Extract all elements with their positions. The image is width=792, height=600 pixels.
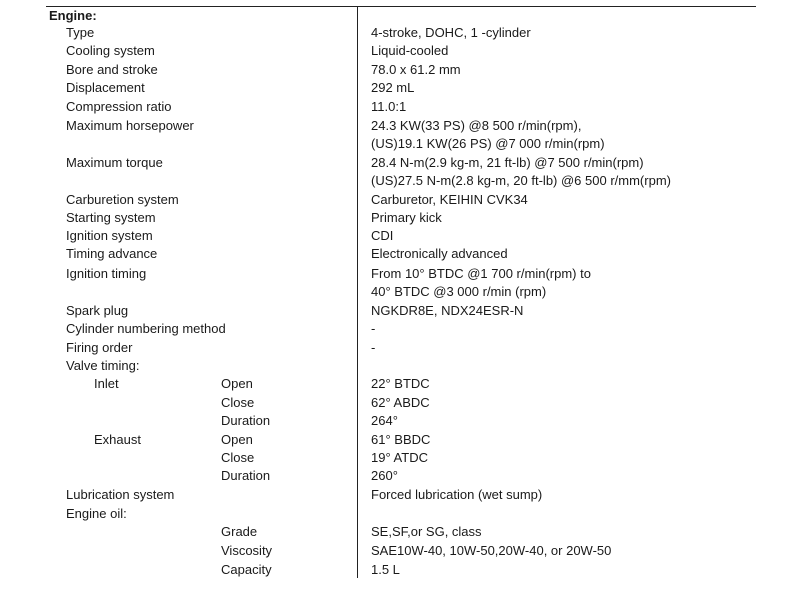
spec-label-horsepower: Maximum horsepower xyxy=(66,118,194,133)
spec-label-carburetion: Carburetion system xyxy=(66,192,179,207)
spec-label-firing-order: Firing order xyxy=(66,340,133,355)
spec-value-ignition-timing: From 10° BTDC @1 700 r/min(rpm) to xyxy=(371,266,591,281)
inlet-duration-label: Duration xyxy=(221,413,271,428)
spec-value-bore-stroke: 78.0 x 61.2 mm xyxy=(371,62,461,77)
oil-capacity-label: Capacity xyxy=(221,562,272,577)
engine-oil-label: Engine oil: xyxy=(66,506,127,521)
exhaust-duration-label: Duration xyxy=(221,468,271,483)
spec-value-firing-order: - xyxy=(371,340,376,355)
spec-value-timing-advance: Electronically advanced xyxy=(371,246,508,261)
spec-value-torque: 28.4 N-m(2.9 kg-m, 21 ft-lb) @7 500 r/min(rpm) xyxy=(371,155,644,170)
inlet-open-value: 22° BTDC xyxy=(371,376,430,391)
section-title: Engine: xyxy=(49,8,97,23)
spec-value-ignition-timing-2: 40° BTDC @3 000 r/min (rpm) xyxy=(371,284,547,299)
inlet-close-value: 62° ABDC xyxy=(371,395,430,410)
spec-value-spark-plug: NGKDR8E, NDX24ESR-N xyxy=(371,303,524,318)
spec-label-cylinder-numbering: Cylinder numbering method xyxy=(66,321,226,336)
inlet-label: Inlet xyxy=(94,376,119,391)
exhaust-duration-value: 260° xyxy=(371,468,398,483)
spec-value-horsepower: 24.3 KW(33 PS) @8 500 r/min(rpm), xyxy=(371,118,582,133)
spec-label-timing-advance: Timing advance xyxy=(66,246,158,261)
oil-viscosity-label: Viscosity xyxy=(221,543,273,558)
spec-label-type: Type xyxy=(66,25,95,40)
spec-label-compression: Compression ratio xyxy=(66,99,172,114)
spec-label-ignition-timing: Ignition timing xyxy=(66,266,147,281)
table-top-rule-right xyxy=(360,6,756,7)
table-top-rule-left xyxy=(46,6,360,7)
exhaust-close-value: 19° ATDC xyxy=(371,450,428,465)
exhaust-close-label: Close xyxy=(221,450,255,465)
column-divider xyxy=(357,6,358,578)
spec-value-cylinder-numbering: - xyxy=(371,321,376,336)
exhaust-open-label: Open xyxy=(221,432,253,447)
oil-grade-label: Grade xyxy=(221,524,258,539)
spec-label-torque: Maximum torque xyxy=(66,155,163,170)
oil-grade-value: SE,SF,or SG, class xyxy=(371,524,482,539)
spec-value-torque-us: (US)27.5 N-m(2.8 kg-m, 20 ft-lb) @6 500 r/mm(rpm) xyxy=(371,173,671,188)
inlet-open-label: Open xyxy=(221,376,253,391)
exhaust-label: Exhaust xyxy=(94,432,141,447)
oil-capacity-value: 1.5 L xyxy=(371,562,400,577)
spec-value-displacement: 292 mL xyxy=(371,80,415,95)
spec-value-carburetion: Carburetor, KEIHIN CVK34 xyxy=(371,192,528,207)
spec-value-starting: Primary kick xyxy=(371,210,442,225)
exhaust-open-value: 61° BBDC xyxy=(371,432,431,447)
spec-label-displacement: Displacement xyxy=(66,80,145,95)
spec-value-ignition-system: CDI xyxy=(371,228,394,243)
inlet-duration-value: 264° xyxy=(371,413,398,428)
spec-label-starting: Starting system xyxy=(66,210,156,225)
spec-value-cooling: Liquid-cooled xyxy=(371,43,449,58)
spec-value-type: 4-stroke, DOHC, 1 -cylinder xyxy=(371,25,531,40)
spec-value-horsepower-us: (US)19.1 KW(26 PS) @7 000 r/min(rpm) xyxy=(371,136,605,151)
spec-label-bore-stroke: Bore and stroke xyxy=(66,62,158,77)
spec-value-compression: 11.0:1 xyxy=(371,99,407,114)
oil-viscosity-value: SAE10W-40, 10W-50,20W-40, or 20W-50 xyxy=(371,543,612,558)
spec-label-lubrication: Lubrication system xyxy=(66,487,175,502)
valve-timing-label: Valve timing: xyxy=(66,358,140,373)
spec-value-lubrication: Forced lubrication (wet sump) xyxy=(371,487,543,502)
spec-label-ignition-system: Ignition system xyxy=(66,228,153,243)
spec-label-cooling: Cooling system xyxy=(66,43,155,58)
spec-label-spark-plug: Spark plug xyxy=(66,303,129,318)
inlet-close-label: Close xyxy=(221,395,255,410)
